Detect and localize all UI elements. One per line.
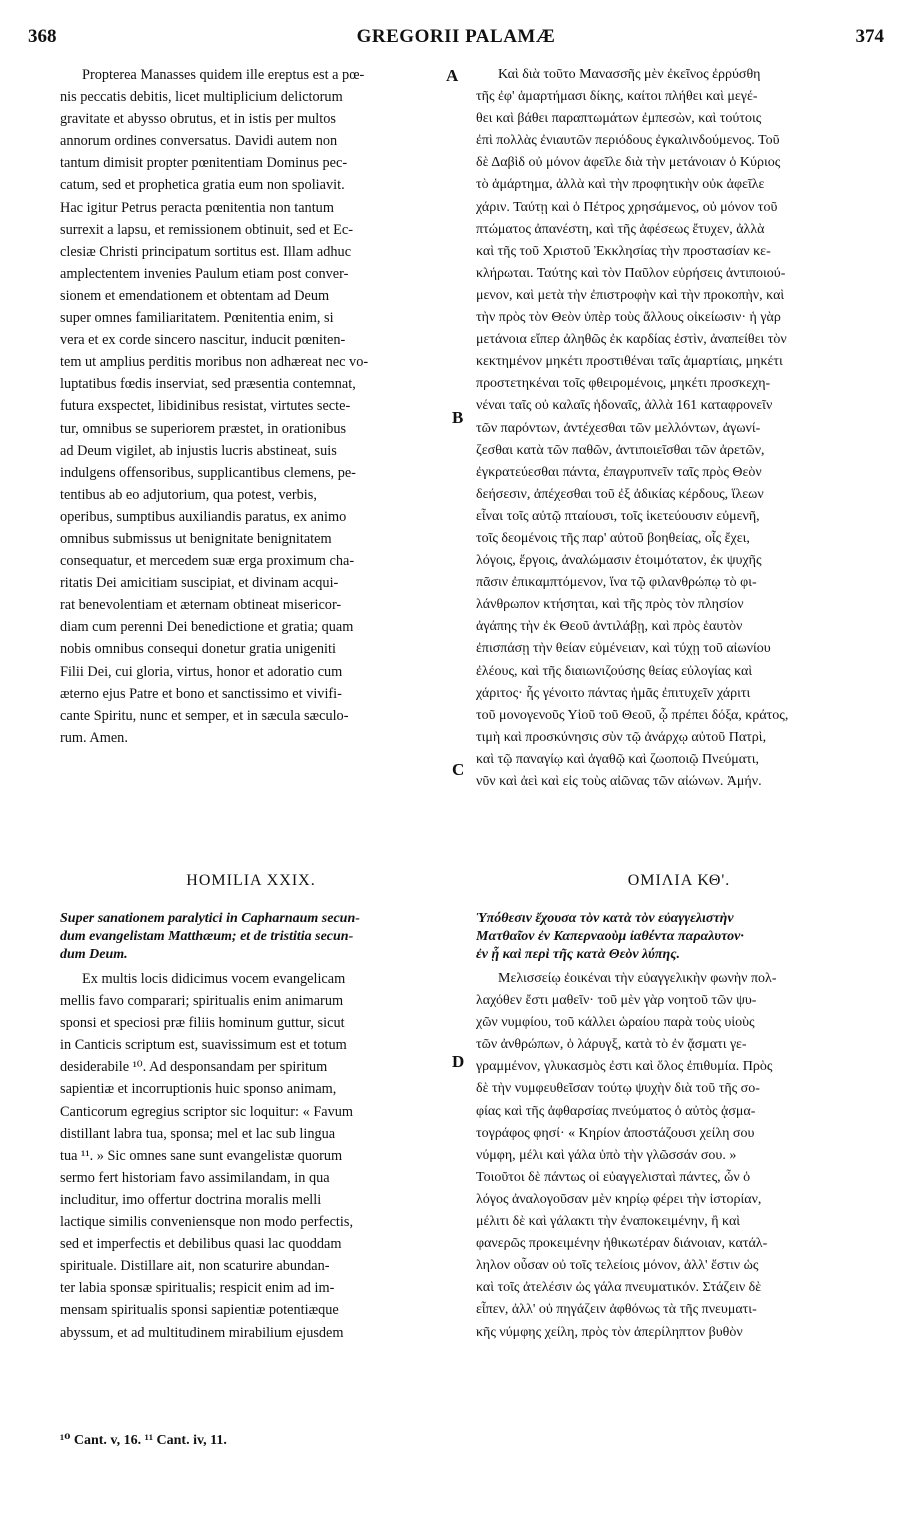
text-line: æterno ejus Patre et bono et sanctissimo et vivifi- [60, 685, 342, 702]
text-line: sponsi et speciosi præ filiis hominum guttur, sicut [60, 1015, 345, 1032]
text-line: nis peccatis debitis, licet multiplicium delictorum [60, 89, 343, 106]
margin-letter-a: A [446, 66, 459, 85]
text-line: τοῖς δεομένοις τῆς παρ' αὐτοῦ βοηθείας, οἷς ἔχει, [476, 530, 750, 546]
text-line: τογράφος φησί· « Κηρίον ἀποστάζουσι χείλη σου [476, 1125, 755, 1141]
footnotes: ¹⁰ Cant. v, 16. ¹¹ Cant. iv, 11. [60, 1433, 227, 1448]
text-line: λόγος ἀναλογοῦσαν μὲν κηρίῳ φέρει τὴν ἱστορίαν, [476, 1191, 762, 1207]
text-line: λόγοις, ἔργοις, ἀναλώμασιν ἑτοιμότατον, ἐκ ψυχῆς [476, 553, 762, 569]
text-line: gravitate et abysso obrutus, et in istis per multos [60, 111, 336, 128]
text-line: ter labia sponsæ spiritualis; respicit enim ad im- [60, 1280, 335, 1297]
text-line: includitur, imo offertur doctrina moralis melli [60, 1191, 322, 1208]
text-line: vera et ex corde sincero nascitur, inducit pœniten- [60, 332, 346, 349]
text-line: ἀγάπης τὴν ἐκ Θεοῦ ἀντιλάβῃ, καὶ πρὸς ἑαυτὸν [476, 619, 743, 635]
text-line: omnibus submissus ut benignitate benignitatem [60, 530, 332, 547]
text-line: sed et imperfectis et debilibus quasi lac quoddam [60, 1236, 342, 1253]
text-line: πτώματος ἀπανέστη, καὶ τῆς ἀφέσεως ἔτυχεν, ἀλλὰ [476, 221, 765, 237]
page-number-left: 368 [28, 26, 57, 47]
text-line: Μελισσείῳ ἐοικέναι τὴν εὐαγγελικὴν φωνὴν πολ- [498, 971, 777, 986]
homily-title-latin: HOMILIA XXIX. [186, 872, 316, 889]
homily-subtitle-latin [60, 910, 442, 964]
text-line: νύμφη, μέλι καὶ γάλα ὑπὸ τὴν γλῶσσάν σου. » [476, 1147, 737, 1163]
text-line: Τοιοῦτοι δὲ πάντως οἱ εὐαγγελισταὶ πάντες, ὧν ὁ [476, 1169, 751, 1185]
text-line: δεήσεσιν, ἀπέχεσθαι τοῦ ἐξ ἀδικίας κέρδους, ἵλεων [476, 486, 764, 502]
text-line: amplectentem invenies Paulum etiam post conver- [60, 265, 349, 282]
text-line: κεκτημένον μηκέτι προστιθέναι ταῖς ἁμαρτίαις, μηκέτι [476, 354, 783, 370]
text-line: μέλιτι δὲ καὶ γάλακτι τὴν ἐναποκειμένην, ἢ καὶ [476, 1214, 741, 1230]
page-number-right: 374 [855, 26, 884, 47]
text-line: nobis omnibus consequi donetur gratia unigeniti [60, 641, 336, 658]
text-line: spirituale. Distillare ait, non scaturire abundan- [60, 1258, 330, 1275]
text-line: catum, sed et prophetica gratia eum non spoliavit. [60, 177, 345, 194]
text-line: φίας καὶ τῆς ἀφθαρσίας πνεύματος ὁ αὐτὸς ᾀσμα- [476, 1103, 756, 1119]
text-line: consequatur, et mercedem suæ erga proximum cha- [60, 553, 355, 570]
text-line: indulgens offensoribus, supplicantibus clemens, pe- [60, 464, 356, 481]
greek-column-bottom [476, 968, 882, 1344]
text-line: ἐπισπάσῃ τὴν θείαν εὐμένειαν, καὶ τύχῃ τοῦ αἰωνίου [476, 641, 771, 657]
text-line: προστετηκέναι τοῖς φθειρομένοις, μηκέτι προσκεχη- [476, 376, 771, 392]
text-line: τῶν παρόντων, ἀντέχεσθαι τῶν μελλόντων, ἀγωνί- [476, 420, 761, 436]
text-line: mensam spiritualis sponsi sapientiæ potentiæque [60, 1302, 339, 1319]
text-line: Propterea Manasses quidem ille ereptus est a pœ- [82, 67, 365, 83]
margin-letter-d: D [452, 1052, 465, 1071]
text-line: ἐγκρατεύεσθαι πάντα, ἐπαγρυπνεῖν ταῖς πρὸς Θεὸν [476, 464, 762, 480]
text-line: γραμμένον, γλυκασμὸς ἐστι καὶ ὅλος ἐπιθυμία. Πρὸς [476, 1059, 773, 1075]
text-line: diam cum perenni Dei benedictione et gratia; quam [60, 619, 354, 636]
text-line: κλήρωται. Ταύτης καὶ τὸν Παῦλον εὑρήσεις ἀντιποιού- [476, 265, 786, 281]
text-line: luptatibus fœdis inserviat, sed præsentia contemnat, [60, 376, 356, 393]
text-line: δὲ τὴν νυμφευθεῖσαν τούτῳ ψυχὴν διὰ τοῦ τῆς σο- [476, 1081, 760, 1097]
text-line: lactique similis conveniensque non modo perfectis, [60, 1214, 354, 1231]
text-line: sermo fert historiam favo assimilandam, in qua [60, 1169, 330, 1186]
text-line: φανερῶς προκειμένην ἠθικωτέραν διάνοιαν, κατάλ- [476, 1236, 768, 1252]
greek-column-top [476, 64, 882, 793]
text-line: ἐπὶ πολλὰς ἐνιαυτῶν περιόδους ἐγκαλινδούμενος. Τοῦ [476, 133, 780, 149]
text-line: surrexit a lapsu, et remissionem obtinuit, sed et Ec- [60, 221, 354, 238]
text-line: τῶν ἀνθρώπων, ὁ λάρυγξ, κατὰ τὸ ἐν ᾄσματι γε- [476, 1037, 747, 1053]
text-line: clesiæ Christi principatum sortitus est. Illam adhuc [60, 243, 352, 260]
text-line: νῦν καὶ ἀεὶ καὶ εἰς τοὺς αἰῶνας τῶν αἰώνων. Ἀμήν. [476, 774, 762, 789]
text-line: Super sanationem paralytici in Capharnaum secun- [60, 911, 360, 926]
text-line: tem ut amplius perditis moribus non adhæreat nec vo- [60, 354, 369, 371]
text-line: futura exspectet, libidinibus resistat, virtutes secte- [60, 398, 351, 415]
margin-letter-b: B [452, 408, 464, 427]
text-line: Ὑπόθεσιν ἔχουσα τὸν κατὰ τὸν εὐαγγελιστὴν [476, 911, 734, 926]
text-line: θει καὶ βάθει παραπτωμάτων ἐμπεσὼν, καὶ τούτοις [476, 111, 762, 127]
text-line: tur, omnibus se superiorem præstet, in orationibus [60, 420, 347, 437]
text-line: τῆς ἐφ' ἁμαρτήμασι δίκης, καίτοι πλήθει καὶ μεγέ- [476, 89, 758, 105]
running-head-title: GREGORII PALAMÆ [356, 26, 556, 47]
text-line: τοῦ μονογενοῦς Υἱοῦ τοῦ Θεοῦ, ᾧ πρέπει δόξα, κράτος, [476, 707, 789, 723]
homily-title-greek: ΟΜΙΛΙΑ ΚΘ'. [627, 872, 731, 889]
text-line: super omnes familiaritatem. Pœnitentia enim, si [60, 310, 334, 327]
text-line: distillant labra tua, sponsa; mel et lac sub lingua [60, 1125, 336, 1142]
text-line: δὲ Δαβὶδ οὐ μόνον ἀφεῖλε διὰ τὴν μετάνοιαν ὁ Κύριος [476, 155, 781, 171]
text-line: εἶναι τοῖς αὐτῷ πταίουσι, τοῖς ἱκετεύουσιν εὐμενῆ, [476, 508, 760, 524]
text-line: ζεσθαι κατὰ τῶν παθῶν, ἀντιποιεῖσθαι τῶν ἀρετῶν, [476, 442, 765, 458]
text-line: τὸ ἁμάρτημα, ἀλλὰ καὶ τὴν προφητικὴν οὐκ ἀφεῖλε [476, 177, 765, 193]
text-line: τὴν πρὸς τὸν Θεὸν ὑπὲρ τοὺς ἄλλους οἰκείωσιν· ἡ γὰρ [476, 310, 781, 326]
text-line: μετάνοια εἴπερ ἀληθῶς ἐκ καρδίας ἐστὶν, ἀναπείθει τὸν [476, 332, 787, 348]
text-line: cante Spiritu, nunc et semper, et in sæcula sæculo- [60, 707, 349, 724]
text-line: ἐλέους, καὶ τῆς διαιωνιζούσης θείας εὐλογίας καὶ [476, 663, 753, 679]
text-line: Ματθαῖον ἐν Καπερναοὺμ ἰαθέντα παραλυτον· [476, 929, 744, 944]
text-line: Ex multis locis didicimus vocem evangelicam [82, 971, 346, 987]
text-line: χάριν. Ταύτῃ καὶ ὁ Πέτρος χρησάμενος, οὐ μόνον τοῦ [476, 199, 778, 215]
text-line: operibus, sumptibus auxiliandis paratus, ex animo [60, 508, 347, 525]
latin-column-bottom [60, 968, 442, 1344]
text-line: πᾶσιν ἐπικαμπτόμενον, ἵνα τῷ φιλανθρώπῳ τὸ φι- [476, 575, 757, 591]
text-line: κῆς νύμφης χείλη, πρὸς τὸν ἀπερίληπτον βυθὸν [476, 1324, 743, 1340]
running-head [28, 26, 884, 52]
latin-column-top [60, 64, 442, 749]
text-line: tua ¹¹. » Sic omnes sane sunt evangelistæ quorum [60, 1147, 343, 1164]
text-line: sapientiæ et incorruptionis huic sponso animam, [60, 1081, 337, 1098]
text-line: νέναι ταῖς οὐ καλαῖς ἡδοναῖς, ἀλλὰ 161 καταφρονεῖν [476, 398, 773, 414]
text-line: καὶ τοῖς ἀτελέσιν ὡς γάλα πνευματικόν. Στάζειν δὲ [476, 1280, 762, 1296]
text-line: εἶπεν, ἀλλ' οὐ πηγάζειν ἀφθόνως τὰ τῆς πνευματι- [476, 1302, 757, 1318]
text-line: καὶ τῷ παναγίῳ καὶ ἀγαθῷ καὶ ζωοποιῷ Πνεύματι, [476, 751, 759, 767]
text-line: μενον, καὶ μετὰ τὴν ἐπιστροφὴν καὶ τὴν προκοπὴν, καὶ [476, 287, 785, 303]
text-line: mellis favo comparari; spiritualis enim animarum [60, 993, 344, 1010]
text-line: Canticorum egregius scriptor sic loquitur: « Favum [60, 1103, 354, 1120]
text-line: dum evangelistam Matthæum; et de tristitia secun- [60, 929, 354, 944]
margin-letter-c: C [452, 760, 465, 779]
text-line: χῶν νυμφίου, τοῦ κάλλει ὡραίου παρὰ τοὺς υἱοὺς [476, 1015, 755, 1031]
text-line: ritatis Dei amicitiam suscipiat, et divinam acqui- [60, 575, 339, 592]
text-line: καὶ τῆς τοῦ Χριστοῦ Ἐκκλησίας τὴν προστασίαν κε- [476, 243, 771, 259]
text-line: desiderabile ¹⁰. Ad desponsandam per spiritum [60, 1059, 328, 1076]
text-line: ad Deum vigilet, ab injustis lucris abstineat, suis [60, 442, 337, 459]
text-line: χάριτος· ἧς γένοιτο πάντας ἡμᾶς ἐπιτυχεῖν χάριτι [476, 685, 751, 701]
text-line: ἐν ᾗ καὶ περὶ τῆς κατὰ Θεὸν λύπης. [476, 947, 680, 962]
text-line: Filii Dei, cui gloria, virtus, honor et adoratio cum [60, 663, 343, 680]
text-line: sionem et emendationem et obtentam ad Deum [60, 287, 330, 304]
text-line: ληλον οὖσαν οὐ τοῖς τελείοις μόνον, ἀλλ' ἔστιν ὡς [476, 1258, 759, 1274]
text-line: λαχόθεν ἔστι μαθεῖν· τοῦ μὲν γὰρ νοητοῦ τῶν ψυ- [476, 993, 757, 1009]
text-line: τιμὴ καὶ προσκύνησις σὺν τῷ ἀνάρχῳ αὐτοῦ Πατρὶ, [476, 729, 767, 745]
text-line: rum. Amen. [60, 729, 128, 746]
text-line: in Canticis scriptum est, suavissimum est et totum [60, 1037, 347, 1054]
text-line: tantum dimisit propter pœnitentiam Dominus pec- [60, 155, 348, 172]
text-line: abyssum, et ad multitudinem mirabilium ejusdem [60, 1324, 344, 1341]
text-line: annorum ordines conversatus. Davidi autem non [60, 133, 338, 150]
text-line: tentibus ab eo adjutorium, qua potest, verbis, [60, 486, 317, 503]
text-line: λάνθρωπον κτήσηται, καὶ τῆς πρὸς τὸν πλησίον [476, 597, 744, 613]
text-line: Καὶ διὰ τοῦτο Μανασσῆς μὲν ἐκεῖνος ἐρρύσθη [498, 67, 761, 82]
text-line: dum Deum. [60, 947, 128, 962]
text-line: rat benevolentiam et æternam obtineat misericor- [60, 597, 342, 614]
homily-subtitle-greek [476, 910, 882, 964]
text-line: Hac igitur Petrus peracta pœnitentia non tantum [60, 199, 334, 216]
